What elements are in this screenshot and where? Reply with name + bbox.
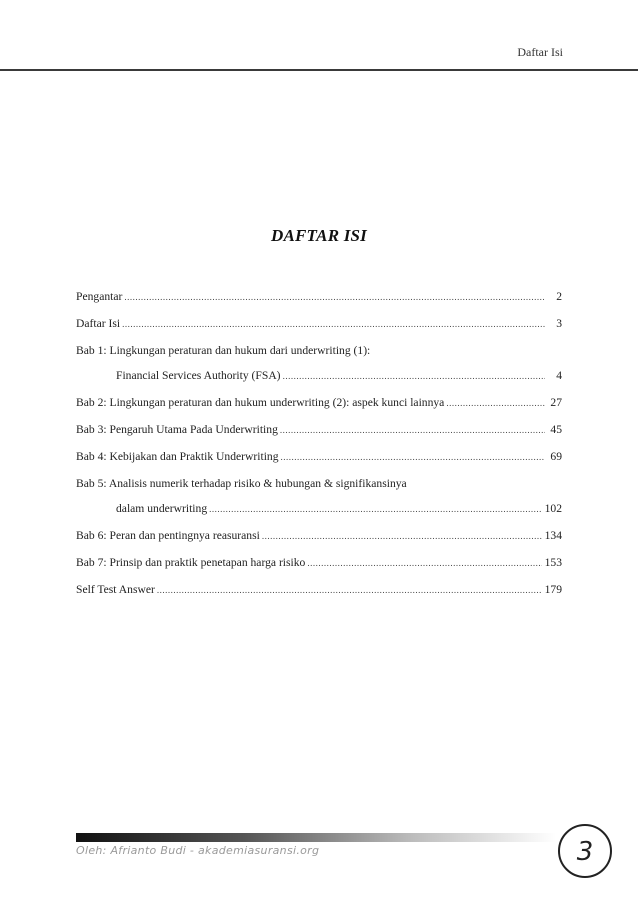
toc-entry-continuation: dalam underwriting xyxy=(116,502,208,515)
toc-entry-bab-3[interactable] xyxy=(76,421,562,448)
toc-entry-page: 45 xyxy=(550,423,562,436)
toc-entry-bab-2[interactable] xyxy=(76,394,562,421)
toc-entry-label: Bab 6: Peran dan pentingnya reasuransi xyxy=(76,529,260,542)
footer-gradient-rule xyxy=(76,833,556,842)
toc-leader-dots xyxy=(281,448,545,466)
toc-entry-label: Bab 2: Lingkungan peraturan dan hukum underwriting (2): aspek kunci lainnya xyxy=(76,396,445,409)
page-title: DAFTAR ISI xyxy=(270,226,367,245)
toc-entry-page: 2 xyxy=(556,290,562,303)
toc-entry-label: Bab 5: Analisis numerik terhadap risiko & hubungan & signifikansinya xyxy=(76,477,407,490)
toc-entry-page: 134 xyxy=(544,529,562,542)
toc-entry-label: Bab 4: Kebijakan dan Praktik Underwriting xyxy=(76,450,279,463)
header-divider xyxy=(0,69,638,71)
page-number-badge xyxy=(558,824,612,878)
toc-entry-bab-5[interactable] xyxy=(76,475,562,500)
toc-leader-dots xyxy=(157,581,542,599)
toc-entry-bab-5-continuation[interactable] xyxy=(76,500,562,527)
footer-credit: Oleh: Afrianto Budi - akademiasuransi.org xyxy=(76,844,320,857)
toc-entry-page: 102 xyxy=(544,502,562,515)
toc-entry-bab-7[interactable] xyxy=(76,554,562,581)
toc-leader-dots xyxy=(283,367,545,385)
toc-entry-label: Self Test Answer xyxy=(76,583,155,596)
toc-entry-bab-4[interactable] xyxy=(76,448,562,475)
toc-entry-bab-1-continuation[interactable] xyxy=(76,367,562,394)
toc-leader-dots xyxy=(122,315,545,333)
toc-entry-label: Pengantar xyxy=(76,290,123,303)
toc-entry-page: 3 xyxy=(556,317,562,330)
toc-entry-daftar-isi[interactable] xyxy=(76,315,562,342)
toc-leader-dots xyxy=(209,500,541,518)
toc-entry-page: 153 xyxy=(544,556,562,569)
toc-entry-label: Bab 7: Prinsip dan praktik penetapan harga risiko xyxy=(76,556,306,569)
toc-leader-dots xyxy=(262,527,542,545)
toc-entry-page: 4 xyxy=(556,369,562,382)
page-number: 3 xyxy=(576,837,594,867)
toc-entry-page: 27 xyxy=(550,396,562,409)
toc-leader-dots xyxy=(124,288,545,306)
toc-entry-label: Bab 3: Pengaruh Utama Pada Underwriting xyxy=(76,423,278,436)
toc-entry-pengantar[interactable] xyxy=(76,288,562,315)
toc-entry-bab-6[interactable] xyxy=(76,527,562,554)
table-of-contents xyxy=(76,288,562,608)
toc-entry-continuation: Financial Services Authority (FSA) xyxy=(116,369,281,382)
toc-leader-dots xyxy=(307,554,541,572)
toc-entry-label: Bab 1: Lingkungan peraturan dan hukum dari underwriting (1): xyxy=(76,344,371,357)
toc-leader-dots xyxy=(446,394,545,412)
running-header-title: Daftar Isi xyxy=(517,45,563,59)
toc-entry-page: 69 xyxy=(550,450,562,463)
toc-entry-self-test-answer[interactable] xyxy=(76,581,562,608)
toc-entry-label: Daftar Isi xyxy=(76,317,121,330)
toc-entry-page: 179 xyxy=(544,583,562,596)
toc-leader-dots xyxy=(280,421,545,439)
toc-entry-bab-1[interactable] xyxy=(76,342,562,367)
